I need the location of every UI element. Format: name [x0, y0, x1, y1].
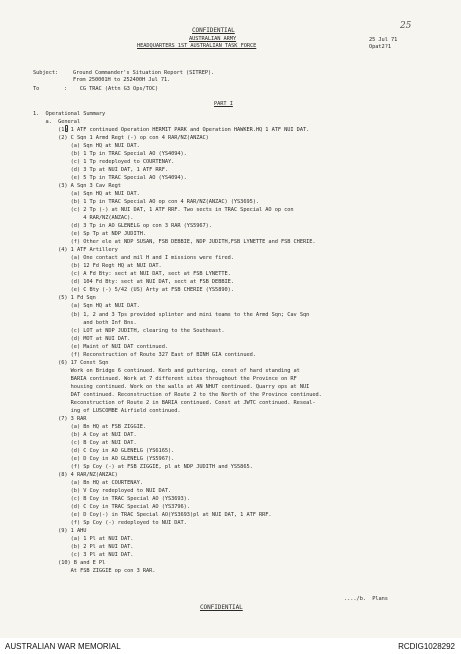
body-line: (b) 1, 2 and 3 Tps provided splinter and mini teams to the Armd Sqn; Cav Sqn	[33, 311, 310, 318]
body-line: (d) 104 Fd Bty: sect at NUI DAT, sect at FSB DEBBIE.	[33, 279, 234, 286]
body-line: (f) Reconstruction of Route 327 East of BINH GIA continued.	[33, 351, 256, 358]
body-line: (a) Sqn HQ at NUI DAT.	[33, 143, 140, 150]
to-label: To	[33, 86, 40, 92]
body-line: (a) 1 Pl at NUI DAT.	[33, 536, 134, 543]
body-line: (b) 1 Tp in TRAC Special AO op con 4 RAR/NZ(ANZAC) (YS3695).	[33, 199, 260, 206]
classification-bottom: CONFIDENTIAL	[200, 604, 243, 611]
report-time: Opat2?1	[369, 44, 391, 50]
body-line: (7) 3 RAR	[33, 415, 87, 422]
body-line: (5) 1 Fd Sqn	[33, 295, 96, 302]
org-line-1: AUSTRALIAN ARMY	[189, 36, 237, 42]
continuation-note: ..../b. Plans	[344, 596, 388, 602]
body-line: (4) 1 ATF Artillery	[33, 247, 118, 254]
body-line: At FSB ZIGGIE op con 3 RAR.	[33, 568, 156, 575]
body-line: (c) LOT at NDP JUDITH, clearing to the Southeast.	[33, 327, 225, 334]
body-line: (3) A Sqn 3 Cav Regt	[33, 183, 121, 190]
margin-bracket	[65, 125, 68, 132]
body-line: (e) C Bty (-) 5/42 (US) Arty at FSB CHERIE (YS5890).	[33, 287, 234, 294]
body-line: (6) 17 Const Sqn	[33, 359, 109, 366]
body-line: (f) Sp Coy (-) redeployed to NUI DAT.	[33, 520, 187, 527]
page-number: 25	[400, 21, 412, 31]
subject-line-1: Ground Commander's Situation Report (SITREP).	[73, 70, 215, 76]
body-line: (f) Other ele at NDP SUSAN, FSB DEBBIE, NDP JUDITH,FSB LYNETTE and FSB CHERIE.	[33, 239, 316, 246]
body-line: ing of LUSCOMBE Airfield continued.	[33, 407, 181, 414]
body-line: (a) Sqn HQ at NUI DAT.	[33, 191, 140, 198]
body-line: (d) 3 Tp in AO GLENELG op con 3 RAR (YS5967).	[33, 223, 212, 230]
body-line: (d) C Coy in TRAC Special AO (YS3796).	[33, 503, 190, 510]
body-line: Work on Bridge 6 continued. Kerb and guttering, const of hard standing at	[33, 367, 300, 374]
body-line: (a) Bn HQ at COURTENAY.	[33, 479, 143, 486]
body-line: (9) 1 AHU	[33, 528, 87, 535]
subject-line-2: From 250001H to 252400H Jul 71.	[73, 77, 171, 83]
body-line: (c) 3 Pl at NUI DAT.	[33, 552, 134, 559]
body-line: (2) C Sqn 1 Armd Regt (-) op con 4 RAR/NZ(ANZAC)	[33, 135, 209, 142]
body-line: (a) Bn HQ at FSB ZIGGIE.	[33, 423, 147, 430]
body-line: (b) V Coy redeployed to NUI DAT.	[33, 487, 172, 494]
body-line: (e) D Coy(-) in TRAC Special AO(YS3693)pl at NUI DAT, 1 ATF RRF.	[33, 512, 272, 518]
footer-id: RCDIG1028292	[398, 642, 455, 651]
body-line: a. General	[33, 119, 81, 126]
org-line-2: HEADQUARTERS 1ST AUSTRALIAN TASK FORCE	[137, 43, 257, 49]
part-title: PART I	[214, 101, 233, 107]
archive-footer	[0, 638, 461, 654]
body-line: (c) B Coy at NUI DAT.	[33, 439, 137, 446]
body-line: (b) A Coy at NUI DAT.	[33, 431, 137, 438]
body-line: (e) D Coy in AO GLENELG (YS5967).	[33, 455, 175, 462]
body-line: (c) 1 Tp redeployed to COURTENAY.	[33, 159, 175, 166]
classification-top: CONFIDENTIAL	[192, 27, 235, 34]
body-line: (e) Sp Tp at NDP JUDITH.	[33, 231, 147, 238]
body-line: (c) B Coy in TRAC Special AO (YS3693).	[33, 495, 190, 502]
body-line: (d) C Coy in AO GLENELG (YS6165).	[33, 447, 175, 454]
body-line: BARIA continued. Work at 7 different sites throughout the Province on RF	[33, 375, 297, 382]
body-line: (a) Sqn HQ at NUI DAT.	[33, 303, 140, 310]
body-line: (c) A Fd Bty: sect at NUI DAT, sect at FSB LYNETTE.	[33, 271, 231, 278]
body-line: Reconstruction of Route 2 in BARIA continued. Const at JWTC continued. Reseal-	[33, 399, 316, 406]
report-date: 25 Jul 71	[369, 37, 398, 43]
body-line: (b) 2 Pl at NUI DAT.	[33, 544, 134, 551]
body-line: (f) Sp Coy (-) at FSB ZIGGIE, pl at NDP JUDITH and YS5865.	[33, 463, 253, 470]
footer-source: AUSTRALIAN WAR MEMORIAL	[5, 642, 121, 651]
body-line: (a) One contact and mil H and I missions were fired.	[33, 255, 234, 262]
body-line: (d) 3 Tp at NUI DAT, 1 ATF RRF.	[33, 167, 168, 174]
body-line: (d) MOT at NUI DAT.	[33, 335, 131, 342]
to-value: : CG TRAC (Attn G3 Ops/TOC)	[64, 86, 159, 92]
body-line: 1. Operational Summary	[33, 111, 106, 117]
body-line: (b) 12 Fd Regt HQ at NUI DAT.	[33, 263, 162, 270]
body-line: and both Inf Bns.	[33, 319, 137, 326]
body-line: (8) 4 RAR/NZ(ANZAC)	[33, 471, 118, 478]
body-line: (1) 1 ATF continued Operation HERMIT PARK and Operation HAWKER.HQ 1 ATF NUI DAT.	[33, 127, 310, 134]
body-line: (e) Maint of NUI DAT continued.	[33, 343, 168, 350]
body-line: (10) B and E Pl	[33, 560, 106, 567]
body-line: DAT continued. Reconstruction of Route 2 to the North of the Province continued.	[33, 391, 322, 398]
body-line: (b) 1 Tp in TRAC Special AO (YS4094).	[33, 151, 187, 158]
subject-label: Subject:	[33, 70, 59, 76]
body-line: (c) 2 Tp (-) at NUI DAT, 1 ATF RRF. Two sects in TRAC Special AO op con	[33, 207, 294, 214]
body-line: housing continued. Work on the walls at AN NHUT continued. Quarry ops at NUI	[33, 383, 310, 390]
body-line: 4 RAR/NZ(ANZAC).	[33, 215, 134, 222]
body-line: (e) 5 Tp in TRAC Special AO (YS4094).	[33, 175, 187, 182]
